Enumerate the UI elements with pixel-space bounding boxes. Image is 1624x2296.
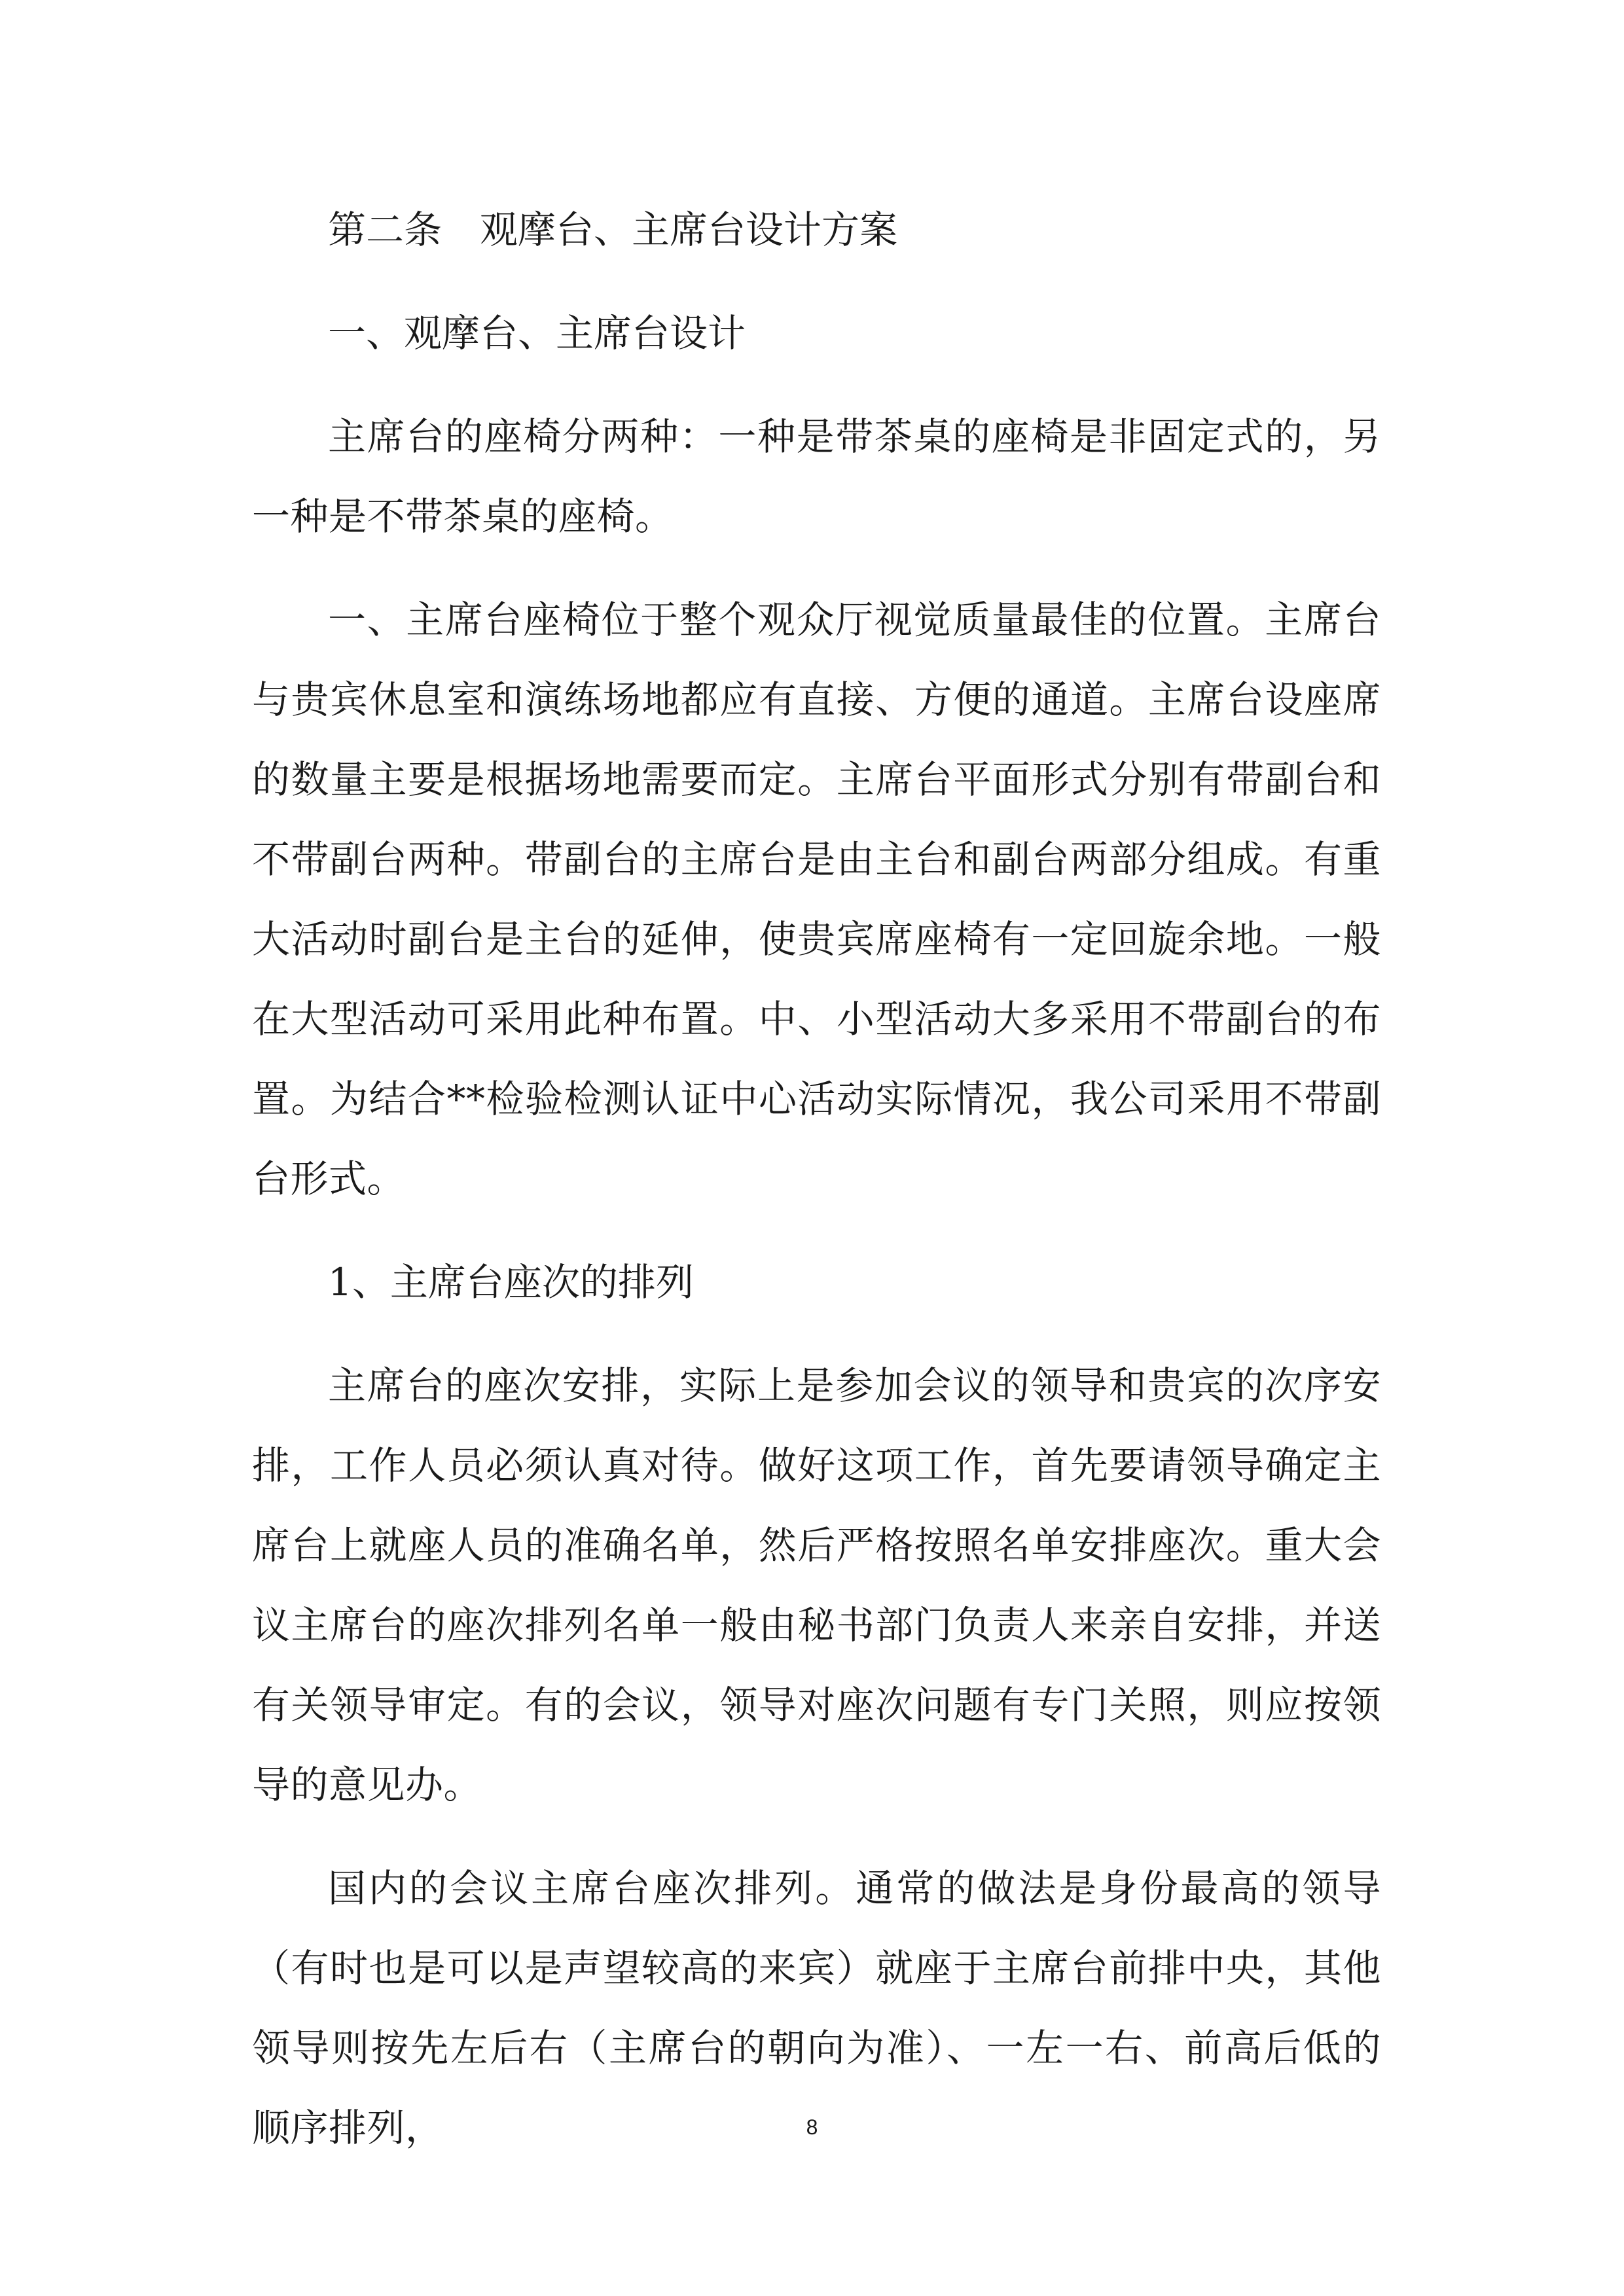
paragraph-seat-types: 主席台的座椅分两种：一种是带茶桌的座椅是非固定式的，另一种是不带茶桌的座椅。 [252, 414, 1381, 539]
document-body [252, 190, 1381, 2168]
subheading-seat-order: 1、主席台座次的排列 [328, 1260, 694, 1304]
section-title: 第二条 观摩台、主席台设计方案 [328, 207, 898, 252]
subsection-title: 一、观摩台、主席台设计 [328, 311, 746, 355]
paragraph-seat-position: 一、主席台座椅位于整个观众厅视觉质量最佳的位置。主席台与贵宾休息室和演练场地都应有直接、方便的通道。主席台设座席的数量主要是根据场地需要而定。主席台平面形式分别有带副台和不带副台两种。带副台的主席台是由主台和副台两部分组成。有重大活动时副台是主台的延伸，使贵宾席座椅有一定回旋余地。一般在大型活动可采用此种布置。中、小型活动大多采用不带副台的布置。为结合**检验检测认证中心活动实际情况，我公司采用不带副台形式。 [252, 598, 1381, 1201]
page-number: 8 [806, 2115, 818, 2139]
paragraph-seat-arrangement: 主席台的座次安排，实际上是参加会议的领导和贵宾的次序安排，工作人员必须认真对待。做好这项工作，首先要请领导确定主席台上就座人员的准确名单，然后严格按照名单安排座次。重大会议主席台的座次排列名单一般由秘书部门负责人来亲自安排，并送有关领导审定。有的会议，领导对座次问题有专门关照，则应按领导的意见办。 [252, 1363, 1381, 1807]
paragraph-domestic-order: 国内的会议主席台座次排列。通常的做法是身份最高的领导（有时也是可以是声望较高的来宾）就座于主席台前排中央，其他领导则按先左后右（主席台的朝向为准）、一左一右、前高后低的顺序排列， [252, 1866, 1381, 2150]
